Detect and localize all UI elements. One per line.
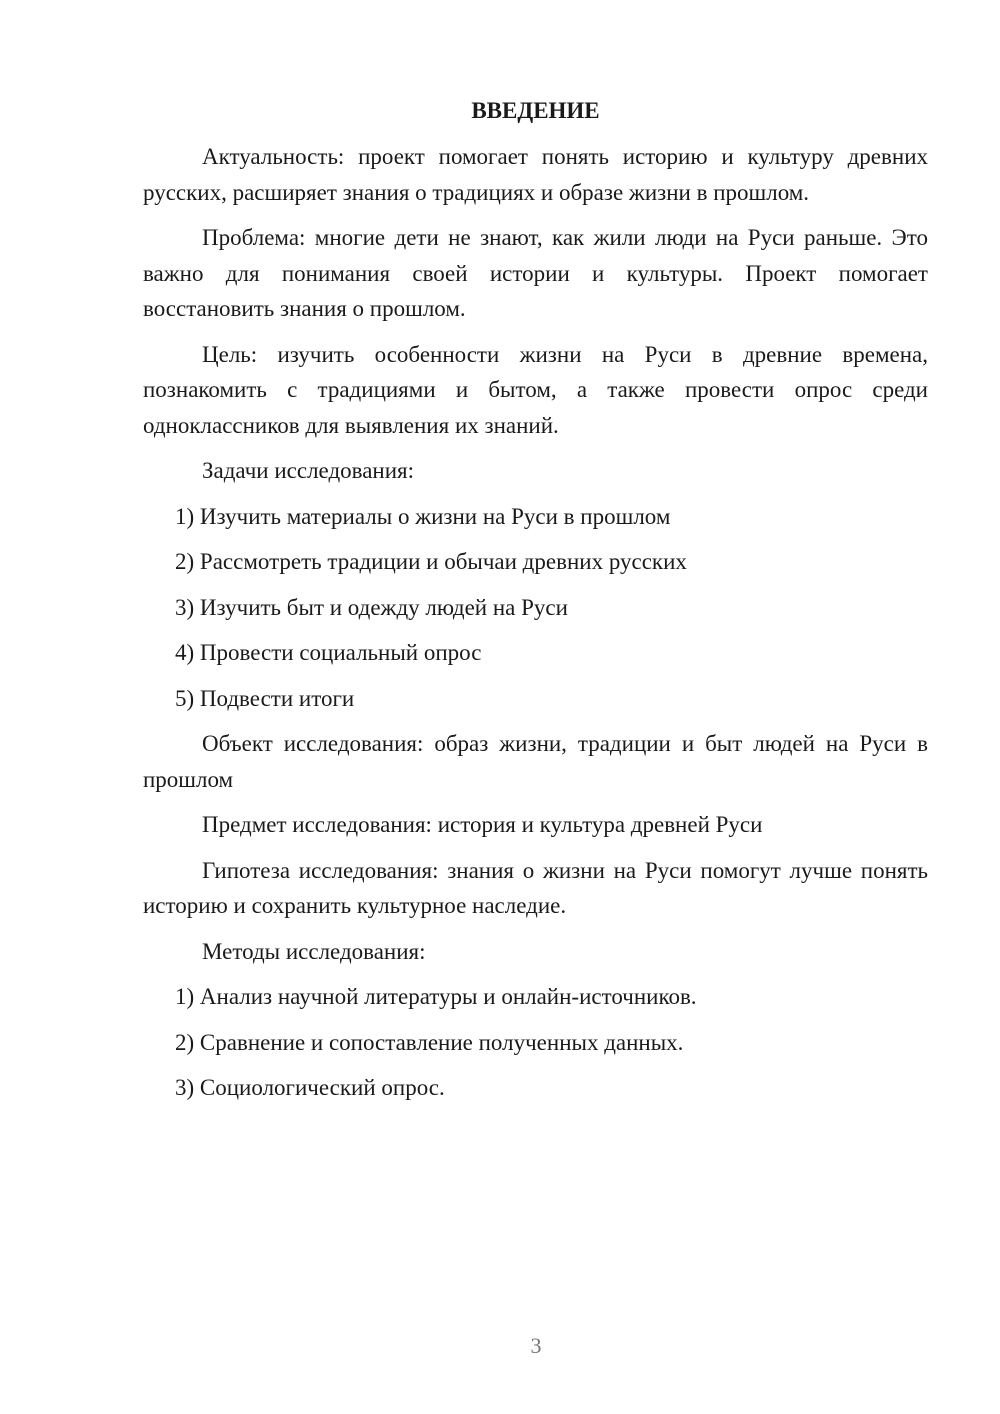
tasks-heading: Задачи исследования: (202, 458, 415, 483)
object-paragraph: Объект исследования: образ жизни, традиции и быт людей на Руси в прошлом (143, 731, 928, 792)
list-item: 1) Изучить материалы о жизни на Руси в прошлом (175, 503, 671, 529)
tasks-list (143, 499, 928, 717)
list-item: 2) Рассмотреть традиции и обычаи древних русских (175, 549, 687, 574)
document-body (143, 95, 928, 1116)
methods-list (143, 979, 928, 1106)
problem-paragraph: Проблема: многие дети не знают, как жили люди на Руси раньше. Это важно для понимания своей истории и культуры. Проект помогает восстановить знания о прошлом. (143, 225, 928, 321)
goal-paragraph: Цель: изучить особенности жизни на Руси в древние времена, познакомить с традициями и бытом, а также провести опрос среди одноклассников для выявления их знаний. (143, 341, 928, 438)
section-title: ВВЕДЕНИЕ (471, 98, 600, 123)
list-item: 5) Подвести итоги (175, 685, 355, 711)
list-item: 2) Сравнение и сопоставление полученных данных. (175, 1029, 684, 1055)
list-item: 4) Провести социальный опрос (175, 640, 482, 665)
page-number: 3 (530, 1333, 542, 1358)
methods-heading: Методы исследования: (202, 938, 426, 964)
list-item: 3) Изучить быт и одежду людей на Руси (175, 594, 568, 620)
relevance-paragraph: Актуальность: проект помогает понять историю и культуру древних русских, расширяет знания о традициях и образе жизни в прошлом. (143, 144, 928, 205)
list-item: 3) Социологический опрос. (175, 1075, 445, 1100)
list-item: 1) Анализ научной литературы и онлайн-источников. (175, 984, 697, 1009)
subject-paragraph: Предмет исследования: история и культура древней Руси (202, 812, 763, 837)
hypothesis-paragraph: Гипотеза исследования: знания о жизни на Руси помогут лучше понять историю и сохранить культурное наследие. (143, 857, 928, 918)
